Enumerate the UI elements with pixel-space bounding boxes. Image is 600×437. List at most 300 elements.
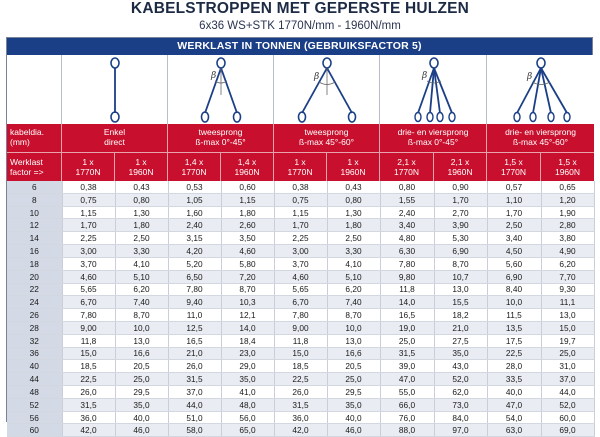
- werklast-cell: 46,0: [327, 424, 380, 437]
- sub-header-col: [434, 152, 487, 181]
- werklast-cell: 15,5: [434, 296, 487, 309]
- factor-multiplier: 1,4 x: [237, 157, 257, 167]
- werklast-cell: 3,00: [62, 245, 115, 258]
- werklast-cell: 4,20: [168, 245, 221, 258]
- cable-diameter-cell: 6: [7, 181, 62, 193]
- sub-header-col: [487, 152, 541, 181]
- werklast-cell: 15,0: [274, 347, 327, 360]
- group-header-driesprong-45-60: [487, 124, 594, 152]
- werklast-cell: 2,40: [168, 219, 221, 232]
- kabeldia-label: kabeldia.: [10, 127, 45, 137]
- werklast-cell: 22,5: [62, 373, 115, 386]
- werklast-cell: 56,0: [221, 411, 274, 424]
- werklast-cell: 1,15: [221, 193, 274, 206]
- werklast-cell: 14,0: [380, 296, 434, 309]
- werklast-cell: 22,5: [274, 373, 327, 386]
- werklast-cell: 31,0: [541, 360, 594, 373]
- werklast-cell: 8,70: [221, 283, 274, 296]
- werklast-cell: 0,65: [541, 181, 594, 193]
- werklast-cell: 6,90: [487, 270, 541, 283]
- werklast-cell: 6,50: [168, 270, 221, 283]
- werklast-cell: 11,1: [541, 296, 594, 309]
- werklast-cell: 35,0: [434, 347, 487, 360]
- werklast-cell: 29,0: [221, 360, 274, 373]
- werklast-cell: 3,40: [487, 232, 541, 245]
- group-label: tweesprong: [304, 127, 349, 137]
- werklast-cell: 4,60: [221, 245, 274, 258]
- cable-diameter-cell: 24: [7, 296, 62, 309]
- werklast-cell: 1,30: [115, 206, 168, 219]
- table-row: [7, 206, 594, 219]
- werklast-cell: 27,5: [434, 334, 487, 347]
- werklast-cell: 1,70: [434, 193, 487, 206]
- cable-diameter-cell: 12: [7, 219, 62, 232]
- werklast-cell: 40,0: [115, 411, 168, 424]
- werklast-label: Werklast: [10, 157, 43, 167]
- werklast-cell: 7,80: [62, 309, 115, 322]
- table-row: [7, 232, 594, 245]
- sub-header-col: [327, 152, 380, 181]
- werklast-cell: 2,25: [62, 232, 115, 245]
- werklast-cell: 10,0: [327, 321, 380, 334]
- werklast-cell: 6,70: [62, 296, 115, 309]
- werklast-cell: 7,20: [221, 270, 274, 283]
- werklast-cell: 13,0: [541, 309, 594, 322]
- werklast-cell: 31,5: [62, 398, 115, 411]
- werklast-cell: 55,0: [380, 386, 434, 399]
- werklast-cell: 3,30: [327, 245, 380, 258]
- werklast-cell: 8,70: [327, 309, 380, 322]
- werklast-cell: 4,10: [115, 257, 168, 270]
- sub-header-col: [168, 152, 221, 181]
- werklast-cell: 5,65: [274, 283, 327, 296]
- steel-grade: 1770N: [287, 167, 313, 177]
- sub-header-col: [380, 152, 434, 181]
- werklast-cell: 10,3: [221, 296, 274, 309]
- table-row: [7, 373, 594, 386]
- werklast-cell: 44,0: [168, 398, 221, 411]
- werklast-cell: 25,0: [380, 334, 434, 347]
- werklast-cell: 39,0: [380, 360, 434, 373]
- group-sublabel: ß-max 0°-45°: [195, 136, 246, 147]
- werklast-cell: 4,50: [487, 245, 541, 258]
- group-sublabel: ß-max 0°-45°: [407, 136, 459, 147]
- werklast-cell: 2,80: [541, 219, 594, 232]
- werklast-cell: 12,5: [168, 321, 221, 334]
- werklast-cell: 1,55: [380, 193, 434, 206]
- werklast-cell: 29,5: [327, 386, 380, 399]
- factor-multiplier: 1 x: [135, 157, 147, 167]
- werklast-cell: 3,70: [62, 257, 115, 270]
- werklast-cell: 2,50: [115, 232, 168, 245]
- werklast-cell: 1,90: [541, 206, 594, 219]
- werklast-cell: 51,0: [168, 411, 221, 424]
- werklast-cell: 18,4: [221, 334, 274, 347]
- werklast-cell: 10,0: [115, 321, 168, 334]
- werklast-cell: 0,75: [62, 193, 115, 206]
- werklast-cell: 20,5: [115, 360, 168, 373]
- table-row: [7, 398, 594, 411]
- werklast-cell: 19,0: [380, 321, 434, 334]
- werklast-cell: 1,70: [487, 206, 541, 219]
- page-subtitle: 6x36 WS+STK 1770N/mm - 1960N/mm: [199, 20, 401, 32]
- werklast-cell: 9,80: [380, 270, 434, 283]
- cable-diameter-cell: 22: [7, 283, 62, 296]
- svg-text:β: β: [314, 72, 320, 82]
- table-row: [7, 181, 594, 193]
- werklast-cell: 37,0: [541, 373, 594, 386]
- werklast-cell: 16,5: [380, 309, 434, 322]
- table-row: [7, 334, 594, 347]
- factor-multiplier: 1 x: [82, 157, 94, 167]
- werklast-cell: 47,0: [487, 398, 541, 411]
- factor-multiplier: 2,1 x: [450, 157, 470, 167]
- werklast-cell: 33,5: [487, 373, 541, 386]
- werklast-cell: 76,0: [380, 411, 434, 424]
- werklast-cell: 40,0: [487, 386, 541, 399]
- cable-diameter-cell: 60: [7, 424, 62, 437]
- werklast-cell: 2,40: [380, 206, 434, 219]
- werklast-cell: 2,50: [487, 219, 541, 232]
- werklast-cell: 0,80: [380, 181, 434, 193]
- werklast-cell: 1,60: [168, 206, 221, 219]
- werklast-cell: 73,0: [434, 398, 487, 411]
- werklast-cell: 31,5: [168, 373, 221, 386]
- werklast-table: [7, 181, 595, 437]
- werklast-cell: 15,0: [62, 347, 115, 360]
- cable-diameter-cell: 26: [7, 309, 62, 322]
- werklast-cell: 11,0: [168, 309, 221, 322]
- steel-grade: 1960N: [234, 167, 260, 177]
- werklast-cell: 0,38: [62, 181, 115, 193]
- werklast-cell: 52,0: [434, 373, 487, 386]
- cable-diameter-cell: 10: [7, 206, 62, 219]
- werklast-cell: 36,0: [274, 411, 327, 424]
- werklast-cell: 4,10: [327, 257, 380, 270]
- werklast-cell: 1,70: [274, 219, 327, 232]
- werklast-cell: 37,0: [168, 386, 221, 399]
- werklast-cell: 65,0: [221, 424, 274, 437]
- werklast-cell: 8,40: [487, 283, 541, 296]
- sub-header-col: [541, 152, 594, 181]
- werklast-cell: 4,60: [274, 270, 327, 283]
- werklast-cell: 3,15: [168, 232, 221, 245]
- group-label: drie- en viersprong: [505, 127, 576, 137]
- werklast-cell: 28,0: [487, 360, 541, 373]
- sub-header-col: [221, 152, 274, 181]
- werklast-cell: 7,80: [380, 257, 434, 270]
- table-row: [7, 411, 594, 424]
- werklast-cell: 26,0: [274, 386, 327, 399]
- werklast-cell: 6,70: [274, 296, 327, 309]
- werklast-cell: 42,0: [274, 424, 327, 437]
- werklast-cell: 10,0: [487, 296, 541, 309]
- werklast-cell: 5,30: [434, 232, 487, 245]
- werklast-cell: 7,40: [327, 296, 380, 309]
- werklast-cell: 7,80: [168, 283, 221, 296]
- werklast-cell: 3,80: [541, 232, 594, 245]
- werklast-cell: 9,00: [62, 321, 115, 334]
- kabeldia-unit: (mm): [10, 136, 30, 147]
- factor-multiplier: 2,1 x: [397, 157, 416, 167]
- steel-grade: 1770N: [393, 167, 420, 177]
- tweesprong-0-45-sling-icon: [168, 55, 274, 124]
- werklast-cell: 35,0: [221, 373, 274, 386]
- werklast-cell: 20,5: [327, 360, 380, 373]
- werklast-cell: 3,50: [221, 232, 274, 245]
- werklast-cell: 41,0: [221, 386, 274, 399]
- table-row: [7, 386, 594, 399]
- werklast-cell: 11,8: [274, 334, 327, 347]
- table-row: [7, 193, 594, 206]
- werklast-cell: 0,43: [115, 181, 168, 193]
- werklast-cell: 52,0: [541, 398, 594, 411]
- werklast-cell: 10,7: [434, 270, 487, 283]
- werklast-cell: 23,0: [221, 347, 274, 360]
- werklast-cell: 17,5: [487, 334, 541, 347]
- werklast-cell: 58,0: [168, 424, 221, 437]
- werklast-cell: 47,0: [380, 373, 434, 386]
- werklast-cell: 1,80: [115, 219, 168, 232]
- werklast-cell: 60,0: [541, 411, 594, 424]
- werklast-cell: 2,60: [221, 219, 274, 232]
- werklast-cell: 44,0: [541, 386, 594, 399]
- group-sublabel: ß-max 45°-60°: [299, 136, 354, 147]
- werklast-factor-header: [7, 152, 62, 181]
- werklast-cell: 42,0: [62, 424, 115, 437]
- werklast-cell: 6,20: [541, 257, 594, 270]
- werklast-cell: 6,30: [380, 245, 434, 258]
- werklast-cell: 0,60: [221, 181, 274, 193]
- werklast-cell: 4,80: [380, 232, 434, 245]
- table-row: [7, 219, 594, 232]
- werklast-cell: 5,80: [221, 257, 274, 270]
- driesprong-45-60-sling-icon: [487, 55, 594, 124]
- werklast-cell: 6,20: [115, 283, 168, 296]
- werklast-cell: 3,00: [274, 245, 327, 258]
- werklast-cell: 4,60: [62, 270, 115, 283]
- werklast-cell: 13,0: [115, 334, 168, 347]
- steel-grade: 1770N: [75, 167, 101, 177]
- werklast-cell: 88,0: [380, 424, 434, 437]
- steel-grade: 1960N: [340, 167, 366, 177]
- werklast-cell: 0,75: [274, 193, 327, 206]
- werklast-cell: 0,43: [327, 181, 380, 193]
- cable-diameter-cell: 48: [7, 386, 62, 399]
- table-row: [7, 257, 594, 270]
- factor-multiplier: 1 x: [347, 157, 359, 167]
- svg-text:β: β: [422, 71, 428, 81]
- cable-diameter-cell: 20: [7, 270, 62, 283]
- table-row: [7, 245, 594, 258]
- table-row: [7, 321, 594, 334]
- illustration-empty-cell: [7, 55, 62, 124]
- kabeldia-header: [7, 124, 62, 152]
- cable-diameter-cell: 44: [7, 373, 62, 386]
- werklast-cell: 16,6: [115, 347, 168, 360]
- werklast-cell: 16,6: [327, 347, 380, 360]
- werklast-cell: 1,30: [327, 206, 380, 219]
- factor-multiplier: 1,4 x: [184, 157, 204, 167]
- table-banner: WERKLAST IN TONNEN (GEBRUIKSFACTOR 5): [7, 38, 592, 55]
- werklast-cell: 4,90: [541, 245, 594, 258]
- table-row: [7, 283, 594, 296]
- werklast-cell: 21,0: [434, 321, 487, 334]
- steel-grade: 1770N: [181, 167, 207, 177]
- table-row: [7, 309, 594, 322]
- table-row: [7, 360, 594, 373]
- group-header-tweesprong-0-45: [168, 124, 274, 152]
- werklast-cell: 5,10: [115, 270, 168, 283]
- cable-diameter-cell: 32: [7, 334, 62, 347]
- werklast-cell: 62,0: [434, 386, 487, 399]
- werklast-cell: 36,0: [62, 411, 115, 424]
- werklast-cell: 3,30: [115, 245, 168, 258]
- werklast-cell: 1,15: [62, 206, 115, 219]
- sub-header-col: [62, 152, 115, 181]
- tweesprong-45-60-sling-icon: [274, 55, 380, 124]
- factor-label: factor =>: [10, 167, 44, 177]
- table-row: [7, 424, 594, 437]
- werklast-cell: 1,15: [274, 206, 327, 219]
- werklast-cell: 9,40: [168, 296, 221, 309]
- werklast-cell: 5,65: [62, 283, 115, 296]
- factor-multiplier: 1,5 x: [504, 157, 523, 167]
- cable-diameter-cell: 52: [7, 398, 62, 411]
- steel-grade: 1770N: [500, 167, 527, 177]
- werklast-cell: 0,80: [327, 193, 380, 206]
- werklast-cell: 7,80: [274, 309, 327, 322]
- sub-header-col: [115, 152, 168, 181]
- werklast-cell: 26,0: [168, 360, 221, 373]
- werklast-cell: 66,0: [380, 398, 434, 411]
- driesprong-0-45-sling-icon: [380, 55, 487, 124]
- werklast-cell: 11,8: [62, 334, 115, 347]
- cable-diameter-cell: 56: [7, 411, 62, 424]
- cable-diameter-cell: 16: [7, 245, 62, 258]
- werklast-cell: 16,5: [168, 334, 221, 347]
- table-row: [7, 347, 594, 360]
- werklast-cell: 35,0: [115, 398, 168, 411]
- werklast-cell: 3,70: [274, 257, 327, 270]
- werklast-cell: 15,0: [541, 321, 594, 334]
- cable-diameter-cell: 8: [7, 193, 62, 206]
- factor-multiplier: 1 x: [294, 157, 306, 167]
- group-sublabel: ß-max 45°-60°: [513, 136, 568, 147]
- werklast-cell: 13,0: [434, 283, 487, 296]
- werklast-cell: 1,05: [168, 193, 221, 206]
- werklast-cell: 0,80: [115, 193, 168, 206]
- werklast-cell: 12,1: [221, 309, 274, 322]
- werklast-cell: 9,00: [274, 321, 327, 334]
- werklast-cell: 54,0: [487, 411, 541, 424]
- werklast-cell: 46,0: [115, 424, 168, 437]
- sub-header-col: [274, 152, 327, 181]
- steel-grade: 1960N: [128, 167, 154, 177]
- werklast-cell: 5,60: [487, 257, 541, 270]
- werklast-cell: 0,57: [487, 181, 541, 193]
- werklast-cell: 14,0: [221, 321, 274, 334]
- werklast-cell: 18,2: [434, 309, 487, 322]
- cable-diameter-cell: 36: [7, 347, 62, 360]
- werklast-cell: 40,0: [327, 411, 380, 424]
- group-sublabel: direct: [104, 136, 125, 147]
- werklast-cell: 3,90: [434, 219, 487, 232]
- werklast-cell: 1,10: [487, 193, 541, 206]
- werklast-cell: 0,38: [274, 181, 327, 193]
- group-header-tweesprong-45-60: [274, 124, 380, 152]
- svg-text:β: β: [211, 71, 217, 81]
- steel-grade: 1960N: [554, 167, 581, 177]
- werklast-cell: 18,5: [62, 360, 115, 373]
- werklast-cell: 1,80: [327, 219, 380, 232]
- werklast-cell: 21,0: [168, 347, 221, 360]
- werklast-cell: 25,0: [541, 347, 594, 360]
- werklast-cell: 5,10: [327, 270, 380, 283]
- werklast-cell: 43,0: [434, 360, 487, 373]
- group-label: drie- en viersprong: [397, 127, 469, 137]
- page-title: KABELSTROPPEN MET GEPERSTE HULZEN: [130, 0, 470, 17]
- werklast-cell: 19,7: [541, 334, 594, 347]
- werklast-cell: 11,8: [380, 283, 434, 296]
- werklast-cell: 26,0: [62, 386, 115, 399]
- werklast-cell: 25,0: [115, 373, 168, 386]
- werklast-cell: 13,0: [327, 334, 380, 347]
- werklast-cell: 6,20: [327, 283, 380, 296]
- group-label: Enkel: [103, 127, 126, 137]
- svg-text:β: β: [527, 72, 533, 82]
- group-header-enkel: [62, 124, 168, 152]
- group-label: tweesprong: [198, 127, 243, 137]
- werklast-cell: 7,70: [541, 270, 594, 283]
- werklast-cell: 8,70: [115, 309, 168, 322]
- cable-diameter-cell: 18: [7, 257, 62, 270]
- werklast-cell: 13,5: [487, 321, 541, 334]
- steel-grade: 1960N: [447, 167, 473, 177]
- werklast-cell: 11,5: [487, 309, 541, 322]
- werklast-cell: 18,5: [274, 360, 327, 373]
- werklast-cell: 1,20: [541, 193, 594, 206]
- werklast-cell: 0,53: [168, 181, 221, 193]
- werklast-cell: 25,0: [327, 373, 380, 386]
- werklast-cell: 97,0: [434, 424, 487, 437]
- table-frame: [6, 37, 593, 436]
- werklast-cell: 7,40: [115, 296, 168, 309]
- table-row: [7, 296, 594, 309]
- werklast-cell: 3,40: [380, 219, 434, 232]
- enkel-direct-sling-icon: [62, 55, 168, 124]
- factor-multiplier: 1,5 x: [558, 157, 577, 167]
- werklast-cell: 1,70: [62, 219, 115, 232]
- group-header-driesprong-0-45: [380, 124, 487, 152]
- werklast-cell: 35,0: [327, 398, 380, 411]
- werklast-cell: 22,5: [487, 347, 541, 360]
- werklast-cell: 29,5: [115, 386, 168, 399]
- werklast-cell: 6,90: [434, 245, 487, 258]
- cable-diameter-cell: 14: [7, 232, 62, 245]
- werklast-cell: 48,0: [221, 398, 274, 411]
- werklast-cell: 5,20: [168, 257, 221, 270]
- werklast-cell: 8,70: [434, 257, 487, 270]
- werklast-cell: 2,70: [434, 206, 487, 219]
- werklast-cell: 63,0: [487, 424, 541, 437]
- werklast-cell: 2,25: [274, 232, 327, 245]
- table-row: [7, 270, 594, 283]
- werklast-cell: 31,5: [274, 398, 327, 411]
- werklast-cell: 0,90: [434, 181, 487, 193]
- werklast-cell: 84,0: [434, 411, 487, 424]
- werklast-cell: 31,5: [380, 347, 434, 360]
